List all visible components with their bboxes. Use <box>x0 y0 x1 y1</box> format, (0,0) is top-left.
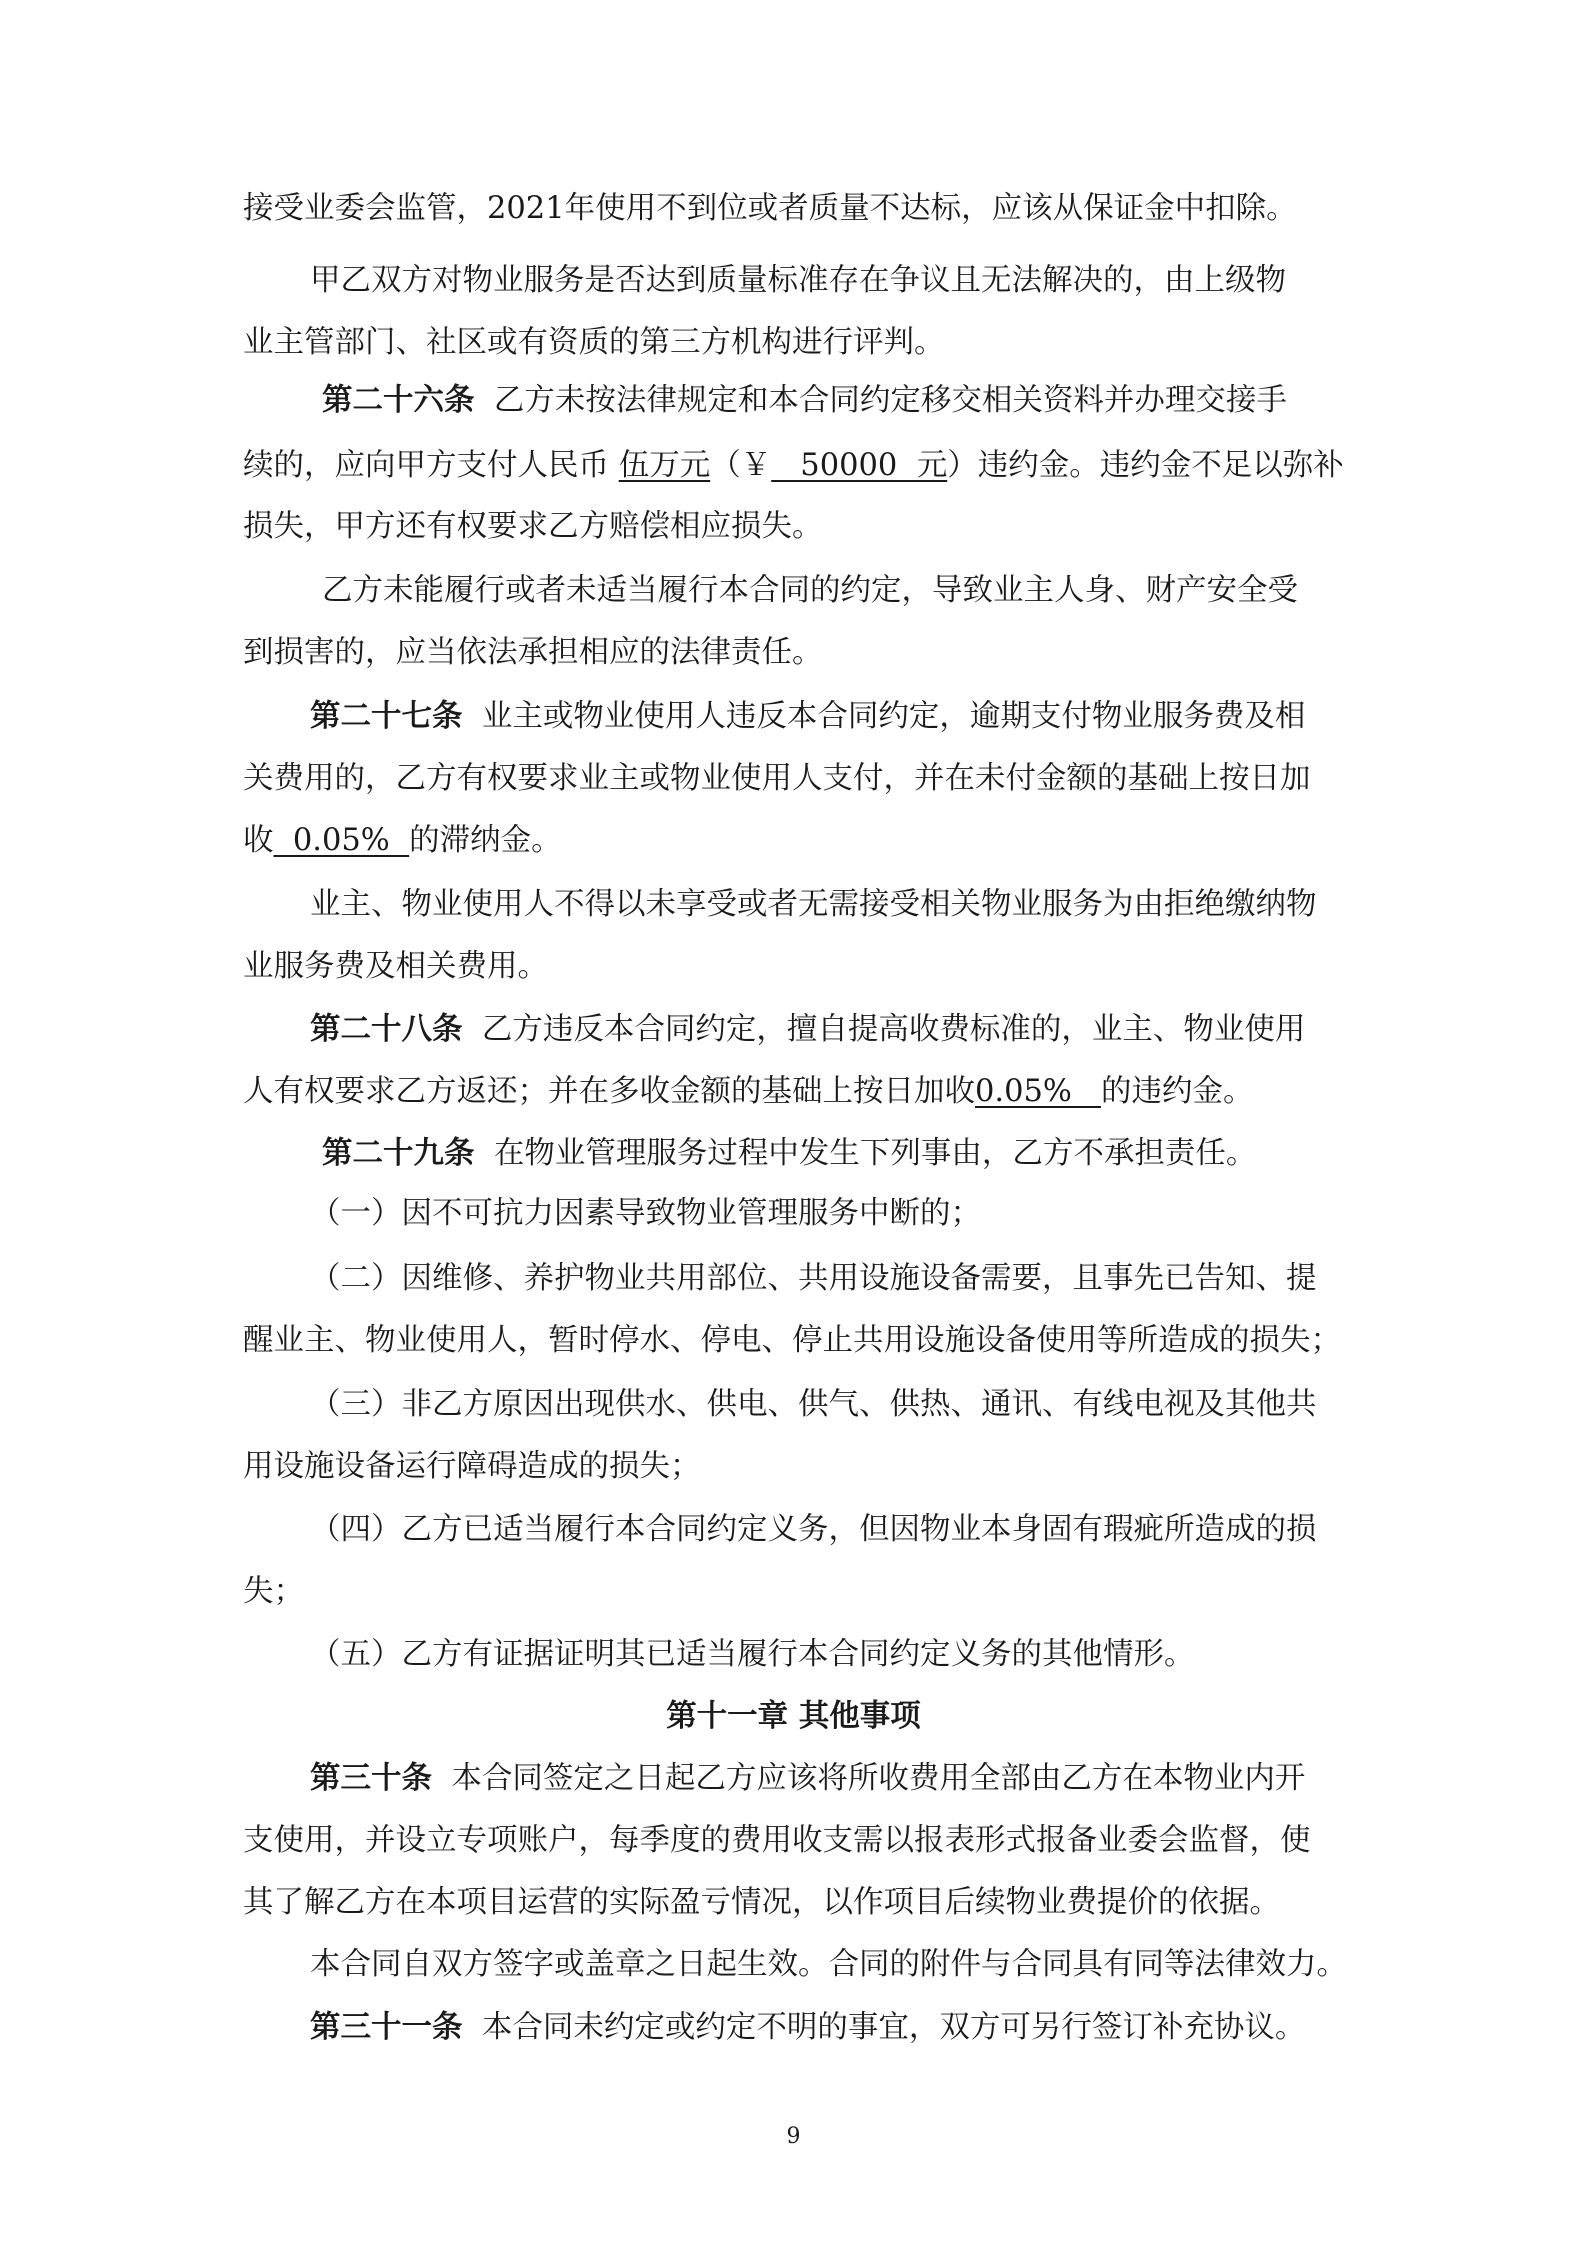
article-31-heading: 第三十一条 <box>310 2009 463 2045</box>
penalty-amount-chinese: 伍万元 <box>618 448 711 483</box>
list-item: （五）乙方有证据证明其已适当履行本合同约定义务的其他情形。 <box>310 1637 1195 1672</box>
text-line: 业服务费及相关费用。 <box>243 949 548 984</box>
text-line: 业主管部门、社区或有资质的第三方机构进行评判。 <box>243 325 945 360</box>
text-line: 业主、物业使用人不得以未享受或者无需接受相关物业服务为由拒绝缴纳物 <box>310 887 1317 922</box>
article-29-line: 第二十九条 在物业管理服务过程中发生下列事由，乙方不承担责任。 <box>322 1135 1257 1171</box>
list-item: （二）因维修、养护物业共用部位、共用设施设备需要，且事先已告知、提 <box>310 1261 1317 1296</box>
penalty-rate: 0.05% <box>975 1074 1101 1109</box>
text-line: 失； <box>243 1574 304 1609</box>
list-item: （四）乙方已适当履行本合同约定义务，但因物业本身固有瑕疵所造成的损 <box>310 1512 1317 1547</box>
article-30-line: 第三十条 本合同签定之日起乙方应该将所收费用全部由乙方在本物业内开 <box>310 1760 1306 1796</box>
list-item: （一）因不可抗力因素导致物业管理服务中断的； <box>310 1196 981 1231</box>
article-27-line: 第二十七条 业主或物业使用人违反本合同约定，逾期支付物业服务费及相 <box>310 698 1306 734</box>
text-line: 续的，应向甲方支付人民币 伍万元（￥ 50000 元）违约金。违约金不足以弥补 <box>243 446 1344 486</box>
article-28-line: 第二十八条 乙方违反本合同约定，擅自提高收费标准的，业主、物业使用 <box>310 1011 1306 1047</box>
article-27-heading: 第二十七条 <box>310 698 463 734</box>
article-30-heading: 第三十条 <box>310 1760 432 1796</box>
penalty-amount-number: 50000 元 <box>771 448 948 483</box>
text-line: 损失，甲方还有权要求乙方赔偿相应损失。 <box>243 509 823 544</box>
text-line: 关费用的，乙方有权要求业主或物业使用人支付，并在未付金额的基础上按日加 <box>243 761 1311 796</box>
text-line: 本合同自双方签字或盖章之日起生效。合同的附件与合同具有同等法律效力。 <box>310 1947 1347 1982</box>
article-26-line: 第二十六条 乙方未按法律规定和本合同约定移交相关资料并办理交接手 <box>322 382 1287 418</box>
late-fee-rate: 0.05% <box>273 823 410 858</box>
text-line: 人有权要求乙方返还；并在多收金额的基础上按日加收0.05% 的违约金。 <box>243 1072 1253 1112</box>
text-line: 接受业委会监管，2021年使用不到位或者质量不达标，应该从保证金中扣除。 <box>243 191 1297 226</box>
article-29-heading: 第二十九条 <box>322 1135 475 1171</box>
article-28-heading: 第二十八条 <box>310 1011 463 1047</box>
article-26-heading: 第二十六条 <box>322 382 475 418</box>
text-line: 支使用，并设立专项账户，每季度的费用收支需以报表形式报备业委会监督，使 <box>243 1823 1311 1858</box>
text-line: 醒业主、物业使用人，暂时停水、停电、停止共用设施设备使用等所造成的损失； <box>243 1323 1341 1358</box>
text-line: 其了解乙方在本项目运营的实际盈亏情况，以作项目后续物业费提价的依据。 <box>243 1885 1280 1920</box>
list-item: （三）非乙方原因出现供水、供电、供气、供热、通讯、有线电视及其他共 <box>310 1387 1317 1422</box>
article-31-line: 第三十一条 本合同未约定或约定不明的事宜，双方可另行签订补充协议。 <box>310 2009 1306 2045</box>
text-line: 到损害的，应当依法承担相应的法律责任。 <box>243 635 823 670</box>
chapter-heading: 第十一章 其他事项 <box>666 1698 921 1734</box>
text-line: 甲乙双方对物业服务是否达到质量标准存在争议且无法解决的，由上级物 <box>310 263 1286 298</box>
text-line: 收 0.05% 的滞纳金。 <box>243 821 562 861</box>
page-number: 9 <box>786 2124 801 2149</box>
text-line: 用设施设备运行障碍造成的损失； <box>243 1449 701 1484</box>
text-line: 乙方未能履行或者未适当履行本合同的约定，导致业主人身、财产安全受 <box>322 573 1298 608</box>
